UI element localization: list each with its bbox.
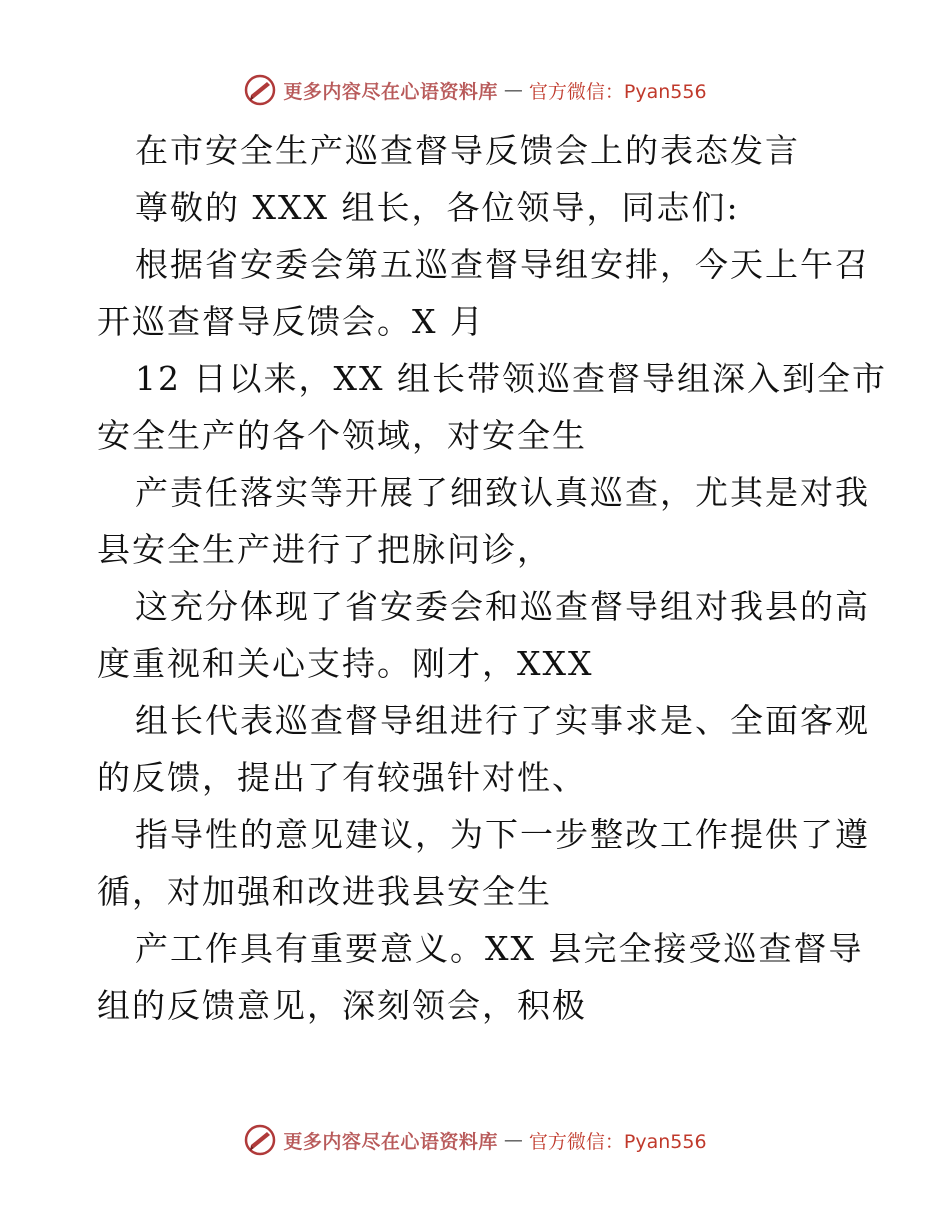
document-body — [97, 122, 887, 1034]
brand-logo-icon — [243, 1123, 277, 1157]
paragraph-line: 安全生产的各个领域，对安全生 — [97, 416, 587, 455]
watermark-brand: 更多内容尽在心语资料库 — [283, 80, 498, 103]
paragraph-line: 根据省安委会第五巡查督导组安排，今天上午召 — [135, 245, 870, 284]
paragraph-line: 组的反馈意见，深刻领会，积极 — [97, 986, 587, 1025]
footer-watermark — [0, 1120, 950, 1160]
watermark-separator: — — [503, 79, 523, 101]
paragraph-line: 的反馈，提出了有较强针对性、 — [97, 758, 587, 797]
document-title: 在市安全生产巡查督导反馈会上的表态发言 — [135, 131, 800, 170]
header-watermark — [0, 70, 950, 110]
paragraph-line: 产责任落实等开展了细致认真巡查，尤其是对我 — [135, 473, 870, 512]
paragraph-line: 县安全生产进行了把脉问诊， — [97, 530, 552, 569]
watermark-separator: — — [503, 1129, 523, 1151]
watermark-contact: 官方微信：Pyan556 — [528, 1130, 707, 1153]
watermark-contact: 官方微信：Pyan556 — [528, 80, 707, 103]
paragraph-line: 组长代表巡查督导组进行了实事求是、全面客观 — [135, 701, 870, 740]
paragraph-line: 循，对加强和改进我县安全生 — [97, 872, 552, 911]
salutation: 尊敬的 XXX 组长，各位领导，同志们: — [135, 188, 740, 227]
paragraph-line: 开巡查督导反馈会。X 月 — [97, 302, 485, 341]
watermark-brand: 更多内容尽在心语资料库 — [283, 1130, 498, 1153]
paragraph-line: 指导性的意见建议，为下一步整改工作提供了遵 — [135, 815, 870, 854]
paragraph-line: 这充分体现了省安委会和巡查督导组对我县的高 — [135, 587, 870, 626]
paragraph-line: 度重视和关心支持。刚才，XXX — [97, 644, 594, 683]
paragraph-line: 产工作具有重要意义。XX 县完全接受巡查督导 — [135, 929, 864, 968]
brand-logo-icon — [243, 73, 277, 107]
paragraph-line: 12 日以来，XX 组长带领巡查督导组深入到全市 — [135, 359, 887, 398]
